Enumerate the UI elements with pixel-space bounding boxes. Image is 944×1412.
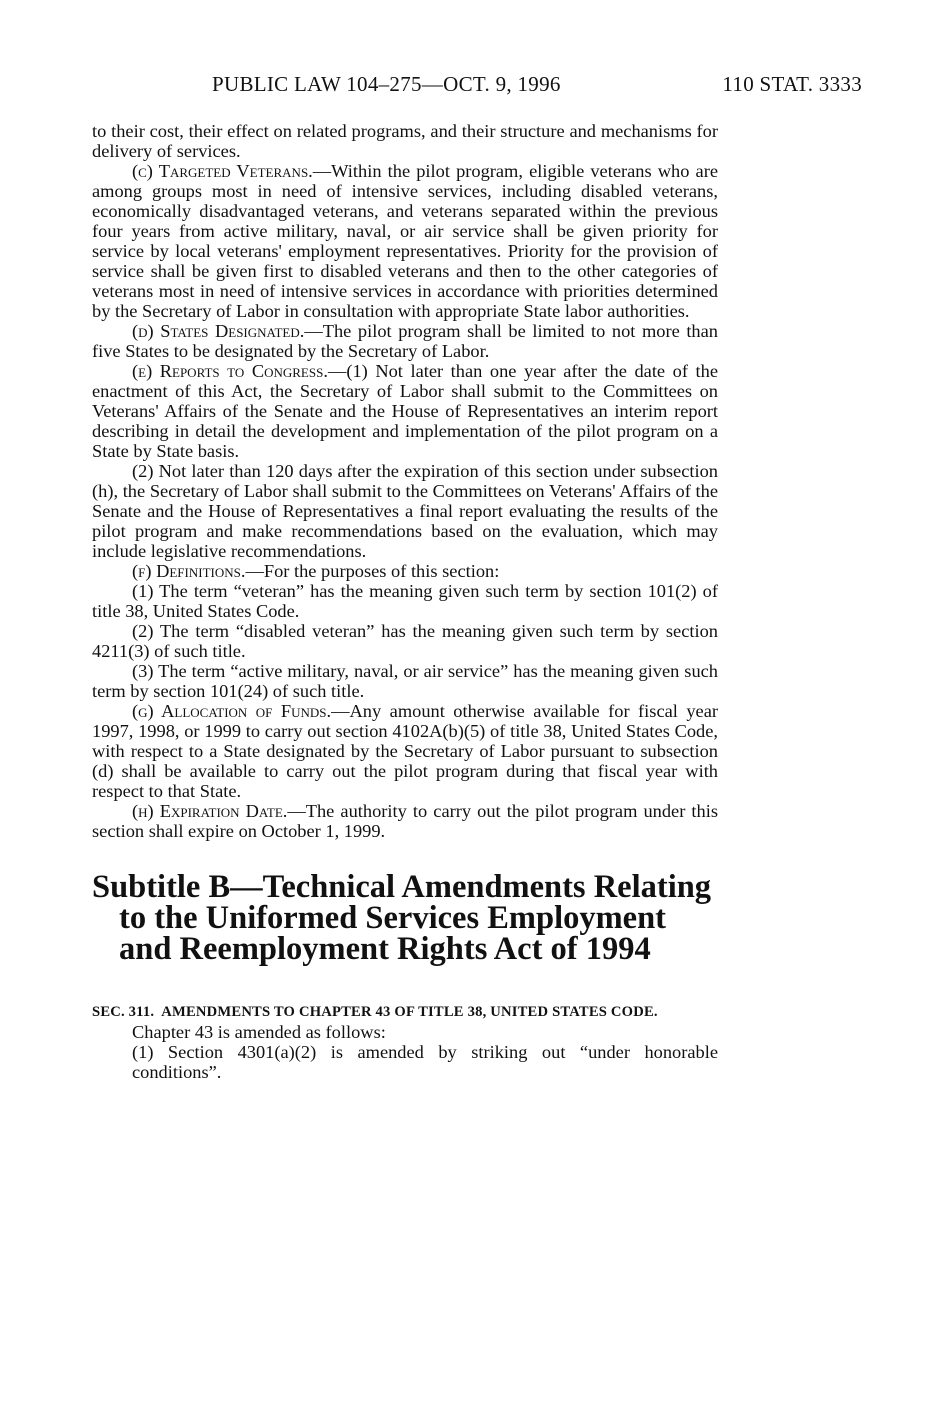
paragraph-f bbox=[92, 561, 718, 581]
paragraph-c bbox=[92, 161, 718, 321]
heading-h: (h) Expiration Date. bbox=[132, 801, 288, 821]
heading-g: (g) Allocation of Funds. bbox=[132, 701, 332, 721]
section-intro: Chapter 43 is amended as follows: bbox=[132, 1022, 386, 1042]
heading-c: (c) Targeted Veterans. bbox=[132, 161, 313, 181]
text-c: —Within the pilot program, eligible veterans who are among groups most in need of intensive services, including disabled veterans, economically disadvantaged veterans, and veterans separated within the previous four years from active military, naval, or air service shall be given priority for service by local veterans' employment representatives. Priority for the provision of service shall be given first to disabled veterans and then to the other categories of veterans most in need of intensive services in accordance with priorities determined by the Secretary of Labor in consultation with appropriate State labor authorities. bbox=[92, 161, 718, 321]
definition-1: (1) The term “veteran” has the meaning given such term by section 101(2) of title 38, United States Code. bbox=[92, 581, 718, 621]
paragraph-d bbox=[92, 321, 718, 361]
header-stat-citation: 110 STAT. 3333 bbox=[722, 72, 862, 96]
paragraph-continued: to their cost, their effect on related programs, and their structure and mechanisms for delivery of services. bbox=[92, 121, 718, 161]
section-number: SEC. 311. bbox=[92, 1004, 155, 1020]
page-body bbox=[92, 121, 718, 1082]
definition-3: (3) The term “active military, naval, or air service” has the meaning given such term by section 101(24) of such title. bbox=[92, 661, 718, 701]
paragraph-g bbox=[92, 701, 718, 801]
section-title: AMENDMENTS TO CHAPTER 43 OF TITLE 38, UNITED STATES CODE. bbox=[161, 1004, 658, 1020]
header-law-citation: PUBLIC LAW 104–275—OCT. 9, 1996 bbox=[212, 72, 561, 96]
section-item-1-text: (1) Section 4301(a)(2) is amended by striking out “under honorable conditions”. bbox=[132, 1042, 718, 1082]
text-h: —The authority to carry out the pilot program under this section shall expire on October 1, 1999. bbox=[92, 801, 718, 841]
text-f: —For the purposes of this section: bbox=[245, 561, 500, 581]
heading-f: (f) Definitions. bbox=[132, 561, 246, 581]
text-e: —(1) Not later than one year after the date of the enactment of this Act, the Secretary of Labor shall submit to the Committees on Veterans' Affairs of the Senate and the House of Representatives an interim report describing in detail the development and implementation of the pilot program on a State by State basis. bbox=[92, 361, 718, 461]
section-item-1 bbox=[92, 1042, 718, 1082]
text-d: —The pilot program shall be limited to not more than five States to be designated by the Secretary of Labor. bbox=[92, 321, 718, 361]
text-g: —Any amount otherwise available for fiscal year 1997, 1998, or 1999 to carry out section 4102A(b)(5) of title 38, United States Code, with respect to a State designated by the Secretary of Labor pursuant to subsection (d) shall be available to carry out the pilot program during that fiscal year with respect to that State. bbox=[92, 701, 719, 801]
definition-2: (2) The term “disabled veteran” has the meaning given such term by section 4211(3) of such title. bbox=[92, 621, 718, 661]
paragraph-h bbox=[92, 801, 718, 841]
paragraph-e2: (2) Not later than 120 days after the expiration of this section under subsection (h), the Secretary of Labor shall submit to the Committees on Veterans' Affairs of the Senate and the House of Representatives a final report evaluating the results of the pilot program and make recommendations based on the evaluation, which may include legislative recommendations. bbox=[92, 461, 718, 561]
section-heading bbox=[92, 1003, 718, 1022]
subtitle-heading: Subtitle B—Technical Amendments Relating to the Uniformed Services Employment and Reemployment Rights Act of 1994 bbox=[92, 869, 712, 967]
paragraph-e bbox=[92, 361, 718, 461]
heading-d: (d) States Designated. bbox=[132, 321, 305, 341]
heading-e: (e) Reports to Congress. bbox=[132, 361, 328, 381]
page-header bbox=[92, 72, 862, 102]
